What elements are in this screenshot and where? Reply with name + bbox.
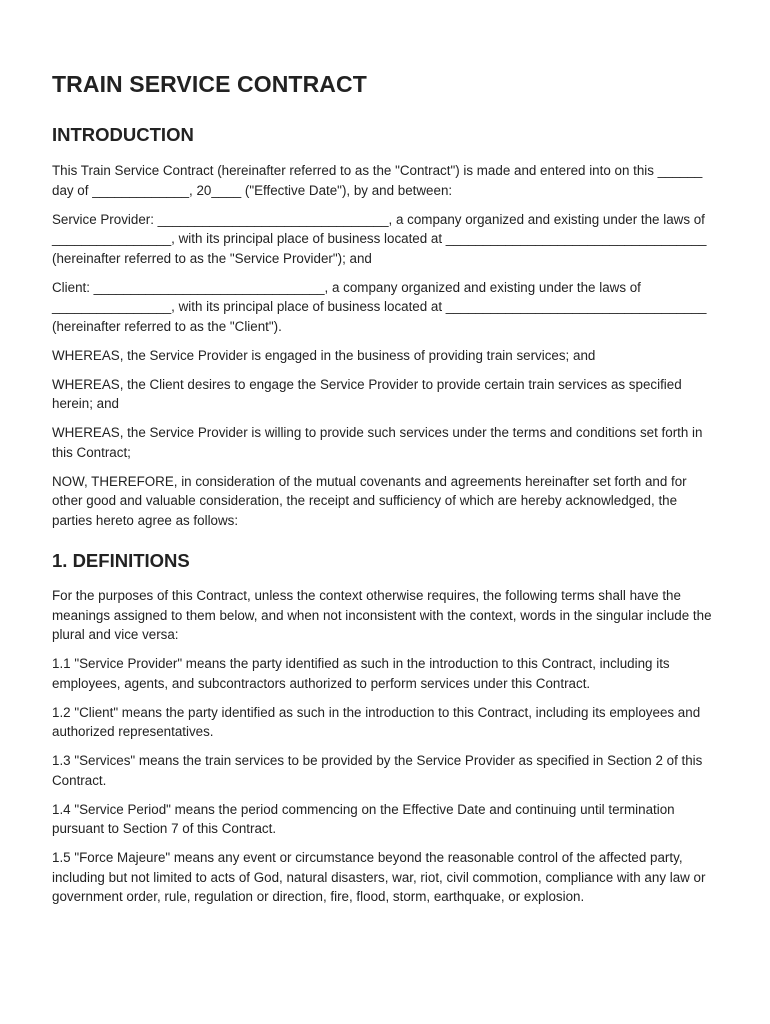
intro-paragraph-client: Client: _______________________________, a company organized and existing under the laws of ________________, with its principal place of business located at ___________________________________ (hereinafter referred to as the "Client"). xyxy=(52,279,707,334)
definition-1-5-force-majeure: 1.5 "Force Majeure" means any event or circumstance beyond the reasonable control of the affected party, including but not limited to acts of God, natural disasters, war, riot, civil commotion, compliance with any law or government order, rule, regulation or direction, fire, flood, storm, earthquake, or explosion. xyxy=(52,850,706,904)
intro-paragraph-service-provider: Service Provider: _______________________________, a company organized and existing under the laws of ________________, with its principal place of business located at ___________________________________ (hereinafter referred to as the "Service Provider"); and xyxy=(52,211,707,266)
intro-paragraph-whereas-3: WHEREAS, the Service Provider is willing to provide such services under the terms and conditions set forth in this Contract; xyxy=(52,425,703,460)
document-title: TRAIN SERVICE CONTRACT xyxy=(52,71,367,97)
definition-1-1-service-provider: 1.1 "Service Provider" means the party identified as such in the introduction to this Contract, including its employees, agents, and subcontractors authorized to perform services under this Contract. xyxy=(52,656,670,691)
definition-1-4-service-period: 1.4 "Service Period" means the period commencing on the Effective Date and continuing until termination pursuant to Section 7 of this Contract. xyxy=(52,801,675,836)
intro-paragraph-preamble: This Train Service Contract (hereinafter referred to as the "Contract") is made and entered into on this ______ day of _____________, 20____ ("Effective Date"), by and between: xyxy=(52,163,703,198)
definition-1-2-client: 1.2 "Client" means the party identified as such in the introduction to this Contract, including its employees and authorized representatives. xyxy=(52,704,701,739)
intro-paragraph-now-therefore: NOW, THEREFORE, in consideration of the mutual covenants and agreements hereinafter set forth and for other good and valuable consideration, the receipt and sufficiency of which are hereby acknowledged, the parties hereto agree as follows: xyxy=(52,473,687,528)
intro-paragraph-whereas-1: WHEREAS, the Service Provider is engaged in the business of providing train services; and xyxy=(52,347,596,363)
definitions-heading: 1. DEFINITIONS xyxy=(52,550,190,571)
definitions-paragraph-intro: For the purposes of this Contract, unless the context otherwise requires, the following terms shall have the meanings assigned to them below, and when not inconsistent with the context, words in the singular include the plural and vice versa: xyxy=(52,588,712,642)
intro-paragraph-whereas-2: WHEREAS, the Client desires to engage the Service Provider to provide certain train services as specified herein; and xyxy=(52,376,682,411)
definition-1-3-services: 1.3 "Services" means the train services to be provided by the Service Provider as specified in Section 2 of this Contract. xyxy=(52,753,703,788)
introduction-heading: INTRODUCTION xyxy=(52,124,194,145)
